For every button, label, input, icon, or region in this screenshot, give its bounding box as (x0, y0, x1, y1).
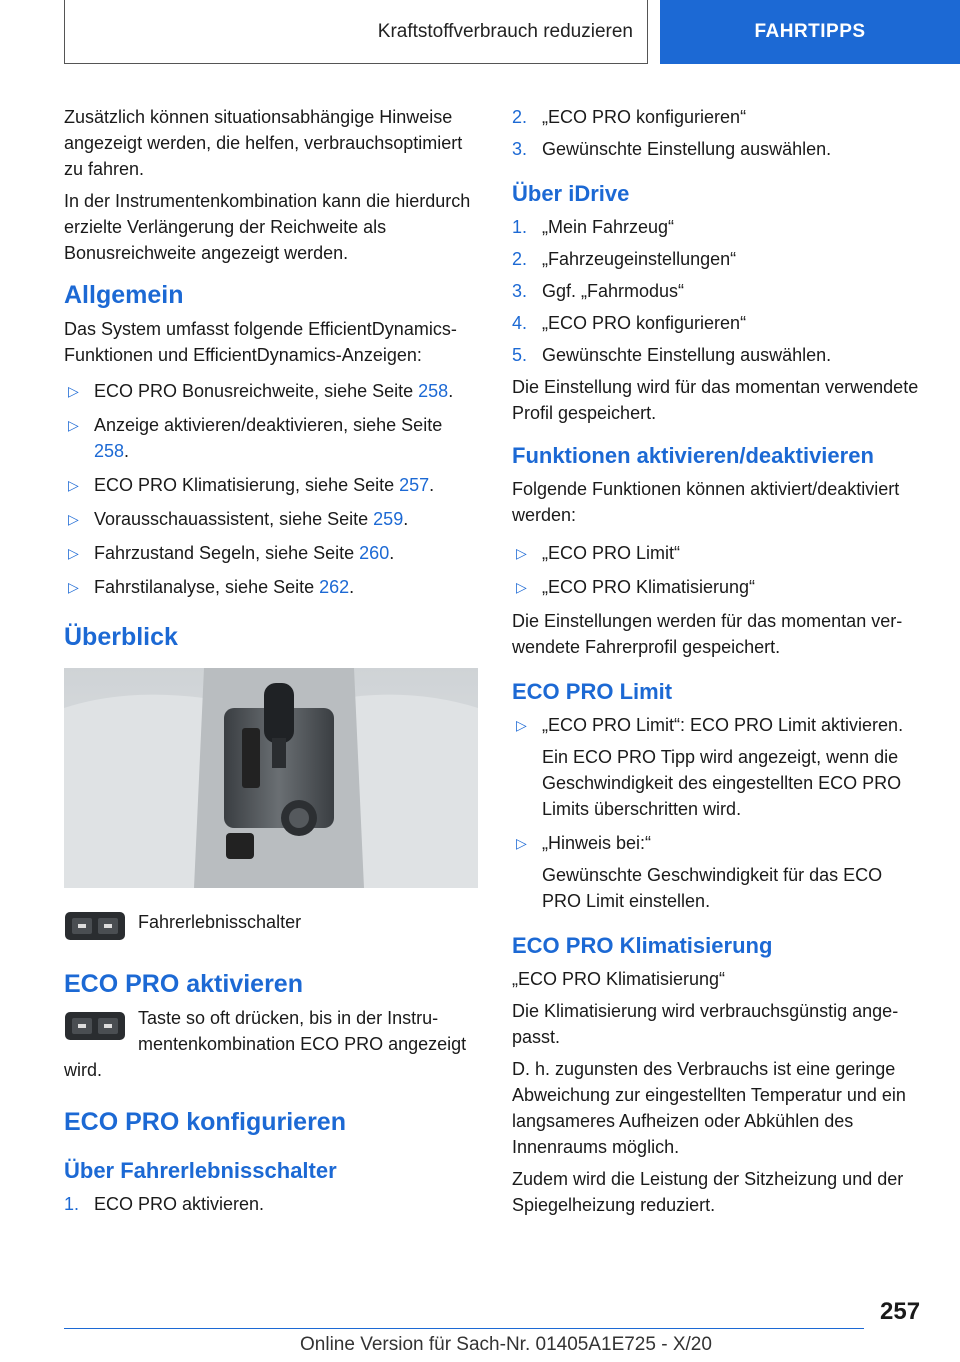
list-item: ▷ „Hinweis bei:“ (512, 830, 926, 856)
right-column (512, 104, 926, 1224)
heading-eco-pro-konfigurieren: ECO PRO konfigurieren (64, 1108, 346, 1136)
list-item: 1. ECO PRO aktivieren. (64, 1194, 265, 1214)
triangle-bullet-icon: ▷ (68, 383, 79, 399)
allgemein-text: Das System umfasst folgende EfficientDynamics-Funktionen und EfficientDynamics-Anzeigen: (64, 319, 457, 365)
idrive-note: Die Einstellung wird für das momentan verwendete Profil gespeichert. (512, 377, 919, 423)
list-item: ▷ Fahrzustand Segeln, siehe Seite 260. (64, 540, 478, 566)
triangle-bullet-icon: ▷ (68, 417, 79, 433)
list-item: ▷ ECO PRO Klimatisierung, siehe Seite 257. (64, 472, 478, 498)
schalter-steps (64, 1191, 478, 1217)
page-number: 257 (880, 1298, 921, 1325)
list-item: 2. „ECO PRO konfigurieren“ (512, 107, 747, 127)
left-column (64, 104, 478, 1223)
page-link[interactable]: 258 (94, 441, 125, 461)
limit-b1-detail: Ein ECO PRO Tipp wird angezeigt, wenn die Geschwindigkeit des eingestellten ECO PRO Limits überschritten wird. (542, 747, 902, 819)
driving-experience-switch-icon (64, 1009, 126, 1043)
heading-funktionen: Funktionen aktivieren/deaktivieren (512, 443, 874, 468)
list-item: 5. Gewünschte Einstellung auswählen. (512, 345, 832, 365)
switch-label: Fahrerlebnisschalter (138, 912, 302, 932)
idrive-steps (512, 214, 926, 368)
list-item: ▷ Vorausschauassistent, siehe Seite 259. (64, 506, 478, 532)
chapter-title: Kraftstoffverbrauch reduzieren (377, 20, 633, 42)
page-link[interactable]: 259 (373, 509, 404, 529)
heading-eco-pro-klimatisierung: ECO PRO Klimatisierung (512, 933, 773, 958)
klima-text-3: D. h. zugunsten des Verbrauchs ist eine geringe Abweichung zur eingestellten Temperatur und ein langsameres Aufheizen oder Abkühlen des Innenraums möglich. (512, 1059, 906, 1157)
list-item: 1. „Mein Fahrzeug“ (512, 217, 675, 237)
footer-online-version: Online Version für Sach-Nr. 01405A1E725 - X/20 (300, 1334, 712, 1355)
list-item: 3. Ggf. „Fahrmodus“ (512, 281, 685, 301)
triangle-bullet-icon: ▷ (516, 579, 527, 595)
limit-list-2 (512, 830, 926, 856)
limit-b2-detail: Gewünschte Geschwindigkeit für das ECO PRO Limit einstellen. (542, 865, 883, 911)
list-item: 3. Gewünschte Einstellung auswählen. (512, 139, 832, 159)
header-chapter (64, 0, 648, 64)
triangle-bullet-icon: ▷ (516, 835, 527, 851)
intro-paragraph-1: Zusätzlich können situationsabhängige Hinweise angezeigt werden, die helfen, verbrauchsoptimiert zu fahren. (64, 107, 463, 179)
triangle-bullet-icon: ▷ (68, 545, 79, 561)
driving-experience-switch-icon (64, 909, 126, 943)
heading-ueber-fahrerlebnisschalter: Über Fahrerlebnisschalter (64, 1158, 337, 1183)
funktionen-list (512, 540, 926, 600)
limit-list (512, 712, 926, 738)
list-item: ▷ „ECO PRO Klimatisierung“ (512, 574, 926, 600)
config-steps-a (512, 104, 926, 162)
list-item: ▷ „ECO PRO Limit“ (512, 540, 926, 566)
page-link[interactable]: 262 (319, 577, 350, 597)
allgemein-list (64, 378, 478, 600)
funktionen-text: Folgende Funktionen können aktiviert/deaktiviert werden: (512, 479, 900, 525)
heading-ueber-idrive: Über iDrive (512, 181, 630, 206)
heading-allgemein: Allgemein (64, 281, 184, 309)
list-item: ▷ Anzeige aktivieren/deaktivieren, siehe Seite 258. (64, 412, 478, 464)
aktivieren-row (64, 1005, 478, 1083)
list-item: 4. „ECO PRO konfigurieren“ (512, 313, 747, 333)
switch-caption-row (64, 909, 478, 943)
triangle-bullet-icon: ▷ (516, 545, 527, 561)
list-item: ▷ Fahrstilanalyse, siehe Seite 262. (64, 574, 478, 600)
funktionen-note: Die Einstellungen werden für das momentan verwendete Fahrerprofil gespeichert. (512, 611, 903, 657)
page-link[interactable]: 260 (359, 543, 390, 563)
list-item: ▷ ECO PRO Bonusreichweite, siehe Seite 258. (64, 378, 478, 404)
klima-text-2: Die Klimatisierung wird verbrauchsgünstig angepasst. (512, 1001, 899, 1047)
heading-eco-pro-limit: ECO PRO Limit (512, 679, 673, 704)
aktivieren-text: Taste so oft drücken, bis in der Instrumentenkombination ECO PRO angezeigt wird. (64, 1008, 467, 1080)
intro-paragraph-2: In der Instrumentenkombination kann die hierdurch erzielte Verlängerung der Reichweite als Bonusreichweite angezeigt werden. (64, 191, 471, 263)
list-item: 2. „Fahrzeugeinstellungen“ (512, 249, 737, 269)
page-link[interactable]: 258 (418, 381, 449, 401)
klima-text-4: Zudem wird die Leistung der Sitzheizung und der Spiegelheizung reduziert. (512, 1169, 904, 1215)
center-console-photo (64, 668, 478, 888)
list-item: ▷ „ECO PRO Limit“: ECO PRO Limit aktivieren. (512, 712, 926, 738)
section-title: FAHRTIPPS (754, 21, 866, 42)
page-link[interactable]: 257 (399, 475, 430, 495)
header-section[interactable] (660, 0, 960, 64)
klima-text-1: „ECO PRO Klimatisierung“ (512, 969, 726, 989)
footer-divider (64, 1328, 864, 1329)
triangle-bullet-icon: ▷ (68, 477, 79, 493)
triangle-bullet-icon: ▷ (68, 579, 79, 595)
triangle-bullet-icon: ▷ (68, 511, 79, 527)
triangle-bullet-icon: ▷ (516, 717, 527, 733)
heading-ueberblick: Überblick (64, 623, 178, 651)
heading-eco-pro-aktivieren: ECO PRO aktivieren (64, 970, 303, 998)
